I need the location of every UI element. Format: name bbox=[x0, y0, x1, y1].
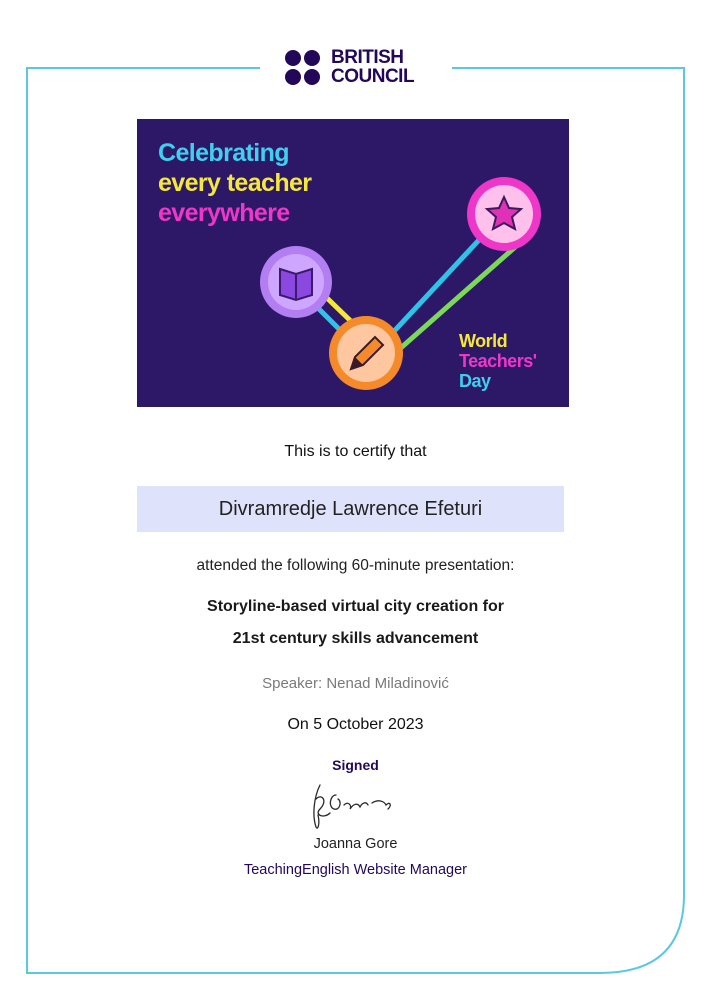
logo-text-line2: COUNCIL bbox=[331, 66, 415, 87]
banner-heading-line2: every teacher bbox=[158, 169, 312, 197]
attendance-statement: attended the following 60-minute presentation: bbox=[196, 557, 515, 574]
handwritten-signature bbox=[306, 779, 406, 835]
event-name-line2: Teachers' bbox=[459, 351, 537, 371]
banner-heading-line1: Celebrating bbox=[158, 139, 289, 167]
presentation-date: On 5 October 2023 bbox=[287, 716, 424, 733]
signed-label: Signed bbox=[332, 757, 379, 773]
logo-dots-icon bbox=[284, 48, 324, 88]
presentation-title-line1: Storyline-based virtual city creation for bbox=[207, 598, 504, 615]
british-council-logo bbox=[284, 44, 434, 90]
speaker-line: Speaker: Nenad Miladinović bbox=[262, 675, 449, 692]
certify-statement: This is to certify that bbox=[284, 443, 427, 460]
banner-heading-line3: everywhere bbox=[158, 199, 290, 227]
event-name-line3: Day bbox=[459, 371, 491, 391]
logo-text-line1: BRITISH bbox=[331, 47, 404, 68]
world-teachers-day-banner bbox=[137, 119, 569, 407]
signer-name: Joanna Gore bbox=[313, 836, 398, 852]
book-icon bbox=[280, 269, 312, 300]
signer-role: TeachingEnglish Website Manager bbox=[243, 862, 467, 878]
presentation-title-line2: 21st century skills advancement bbox=[232, 630, 479, 647]
event-name-line1: World bbox=[459, 331, 508, 351]
recipient-name: Divramredje Lawrence Efeturi bbox=[137, 486, 564, 532]
